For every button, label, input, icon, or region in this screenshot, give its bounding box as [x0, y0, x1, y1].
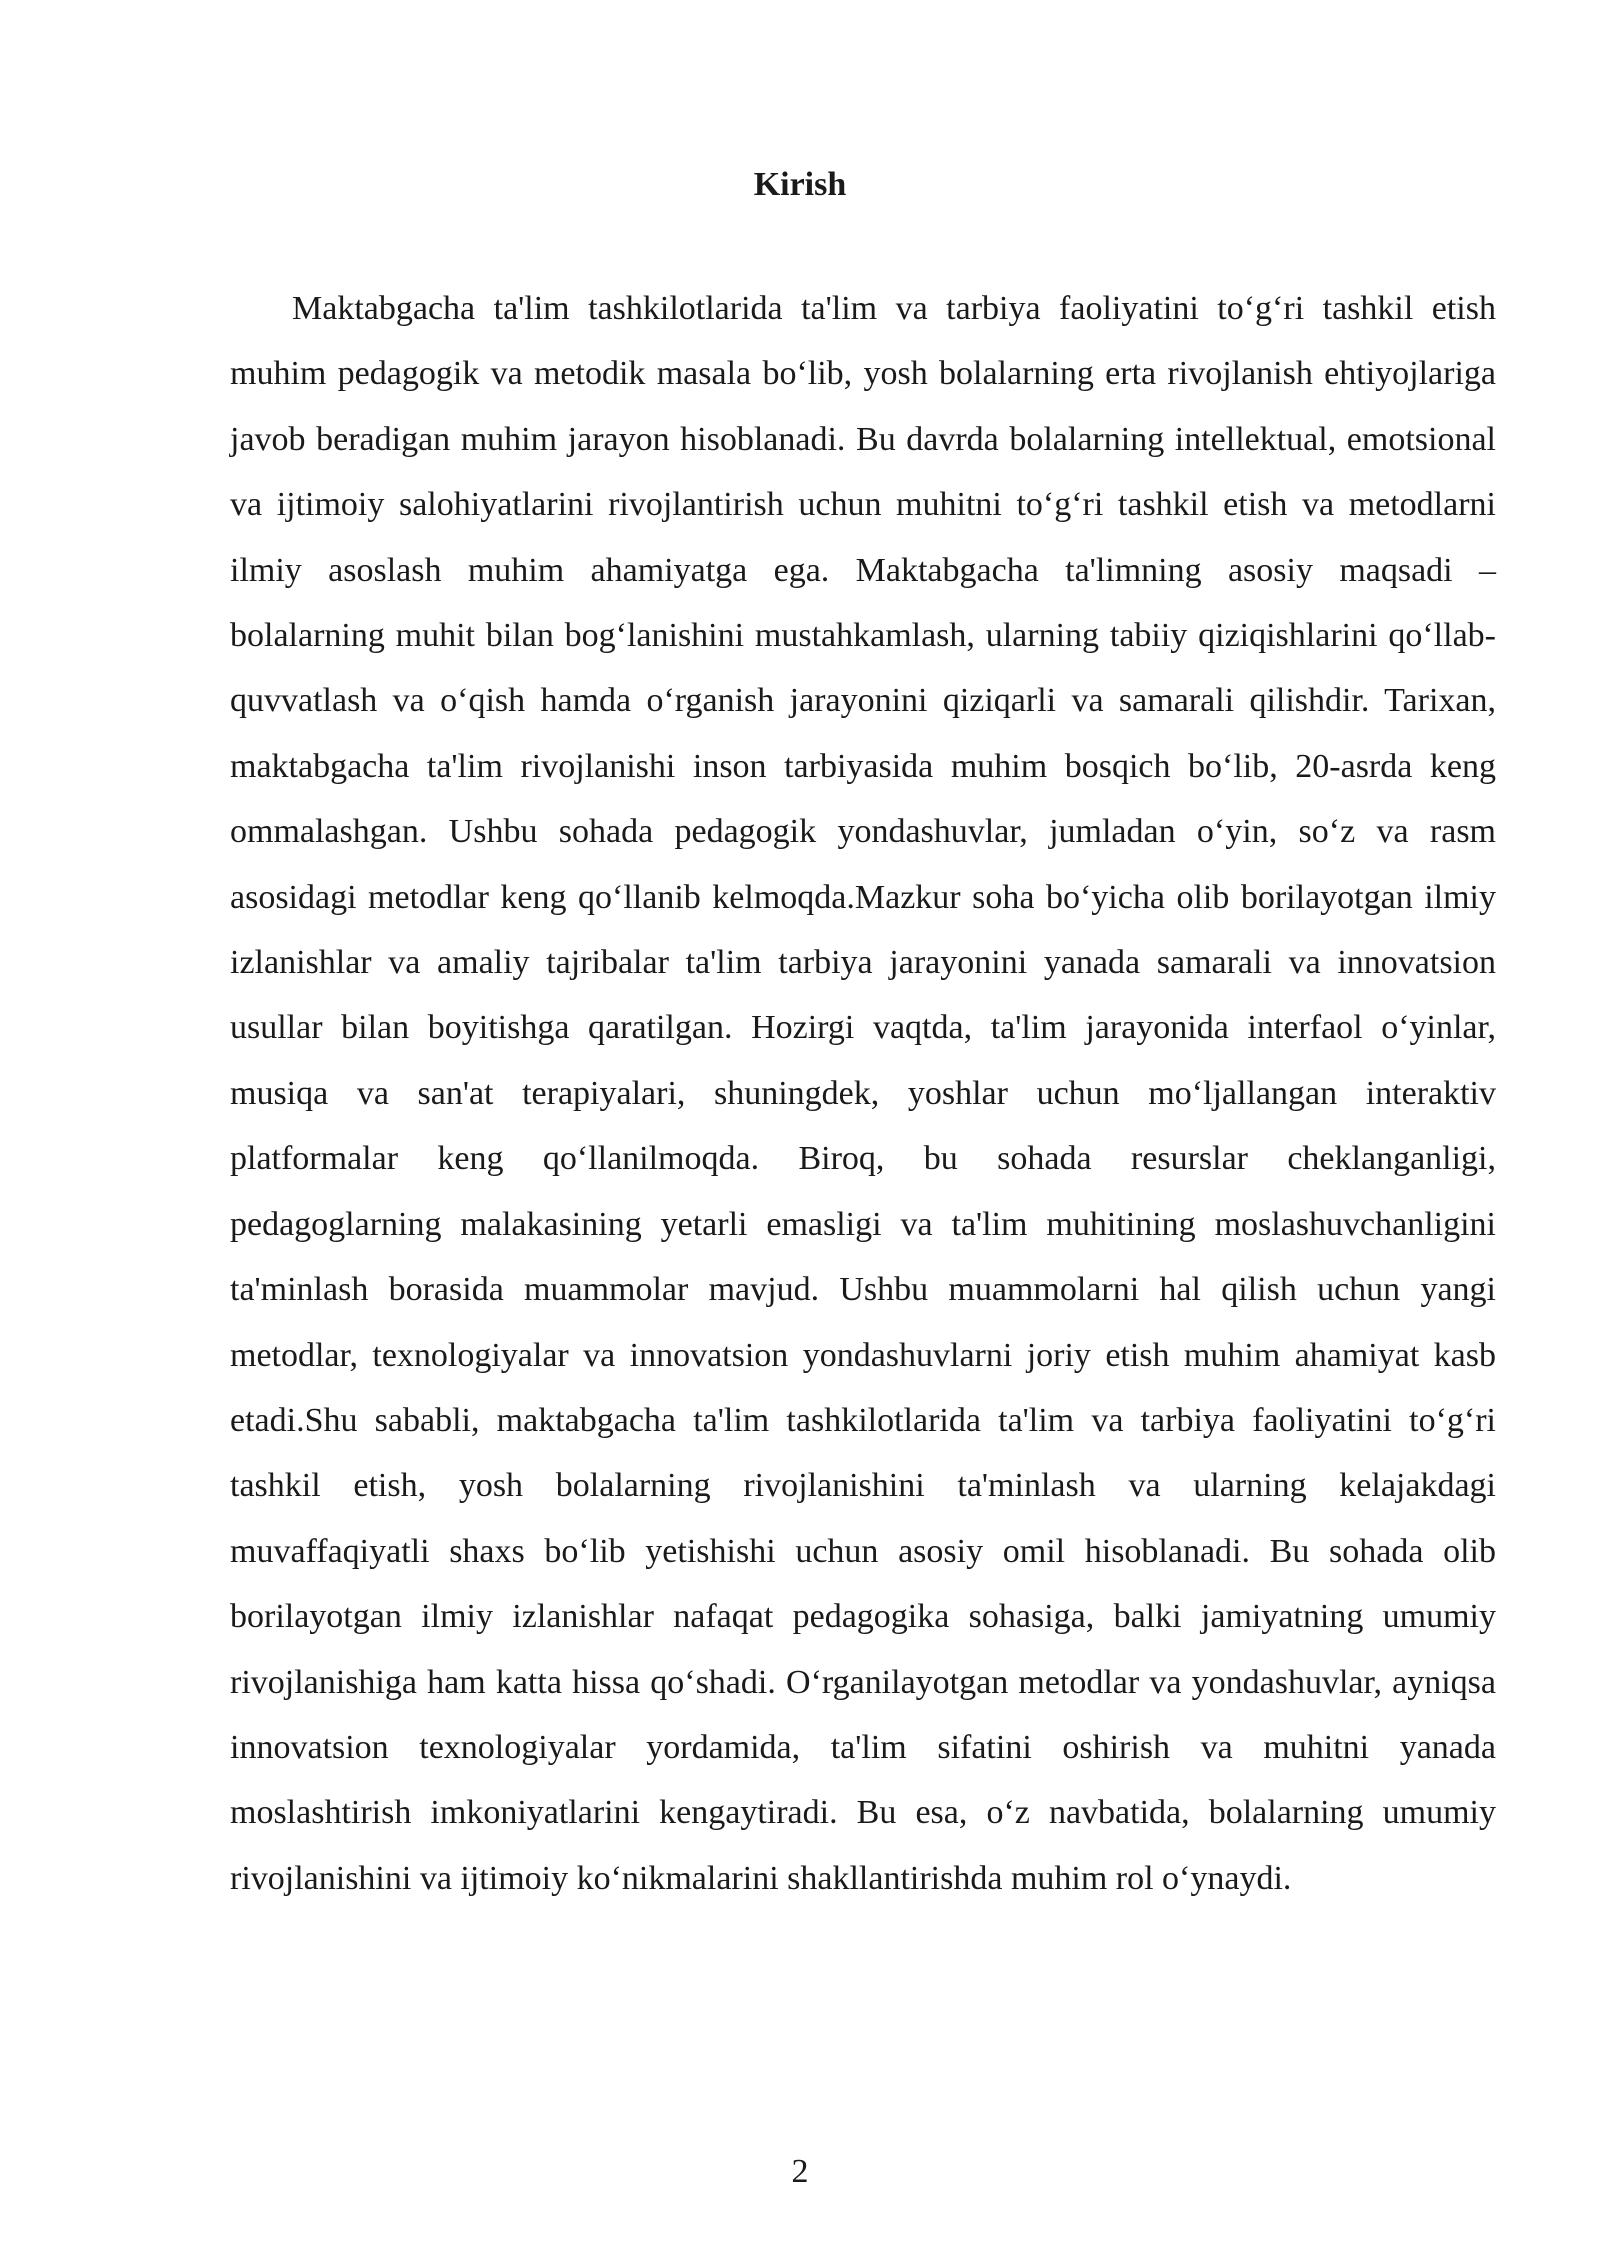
- page-number: 2: [791, 2153, 809, 2190]
- section-heading: Kirish: [753, 166, 847, 203]
- body-paragraph: Maktabgacha ta'lim tashkilotlarida ta'lim va tarbiya faoliyatini to‘g‘ri tashkil etish muhim pedagogik va metodik masala bo‘lib, yosh bolalarning erta rivojlanish ehtiyojlariga javob beradigan muhim jarayon hisoblanadi. Bu davrda bolalarning intellektual, emotsional va ijtimoiy salohiyatlarini rivojlantirish uchun muhitni to‘g‘ri tashkil etish va metodlarni ilmiy asoslash muhim ahamiyatga ega. Maktabgacha ta'limning asosiy maqsadi – bolalarning muhit bilan bog‘lanishini mustahkamlash, ularning tabiiy qiziqishlarini qo‘llab-quvvatlash va o‘qish hamda o‘rganish jarayonini qiziqarli va samarali qilishdir. Tarixan, maktabgacha ta'lim rivojlanishi inson tarbiyasida muhim bosqich bo‘lib, 20-asrda keng ommalashgan. Ushbu sohada pedagogik yondashuvlar, jumladan o‘yin, so‘z va rasm asosidagi metodlar keng qo‘llanib kelmoqda.Mazkur soha bo‘yicha olib borilayotgan ilmiy izlanishlar va amaliy tajribalar ta'lim tarbiya jarayonini yanada samarali va innovatsion usullar bilan boyitishga qaratilgan. Hozirgi vaqtda, ta'lim jarayonida interfaol o‘yinlar, musiqa va san'at terapiyalari, shuningdek, yoshlar uchun mo‘ljallangan interaktiv platformalar keng qo‘llanilmoqda. Biroq, bu sohada resurslar cheklanganligi, pedagoglarning malakasining yetarli emasligi va ta'lim muhitining moslashuvchanligini ta'minlash borasida muammolar mavjud. Ushbu muammolarni hal qilish uchun yangi metodlar, texnologiyalar va innovatsion yondashuvlarni joriy etish muhim ahamiyat kasb etadi.Shu sababli, maktabgacha ta'lim tashkilotlarida ta'lim va tarbiya faoliyatini to‘g‘ri tashkil etish, yosh bolalarning rivojlanishini ta'minlash va ularning kelajakdagi muvaffaqiyatli shaxs bo‘lib yetishishi uchun asosiy omil hisoblanadi. Bu sohada olib borilayotgan ilmiy izlanishlar nafaqat pedagogika sohasiga, balki jamiyatning umumiy rivojlanishiga ham katta hissa qo‘shadi. O‘rganilayotgan metodlar va yondashuvlar, ayniqsa innovatsion texnologiyalar yordamida, ta'lim sifatini oshirish va muhitni yanada moslashtirish imkoniyatlarini kengaytiradi. Bu esa, o‘z navbatida, bolalarning umumiy rivojlanishini va ijtimoiy ko‘nikmalarini shakllantirishda muhim rol o‘ynaydi.: [230, 290, 1496, 1897]
